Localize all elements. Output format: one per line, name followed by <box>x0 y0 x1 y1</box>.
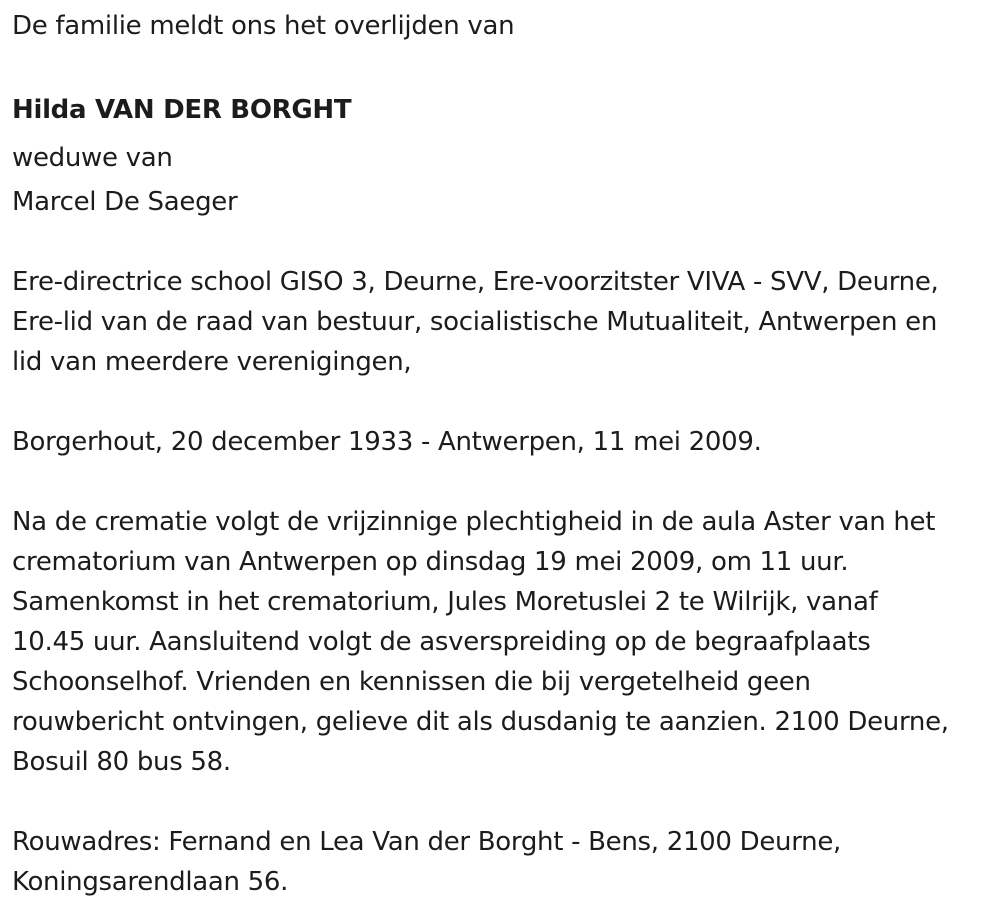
titles-paragraph <box>12 262 1000 382</box>
spacer <box>12 462 1000 502</box>
titles-line: lid van meerdere verenigingen, <box>12 347 412 377</box>
ceremony-line: Na de crematie volgt de vrijzinnige plechtigheid in de aula Aster van het <box>12 507 936 537</box>
spacer <box>12 782 1000 822</box>
address-paragraph <box>12 822 1000 902</box>
deceased-name: Hilda VAN DER BORGHT <box>12 95 352 125</box>
address-line: Koningsarendlaan 56. <box>12 867 289 897</box>
ceremony-line: 10.45 uur. Aansluitend volgt de asverspreiding op de begraafplaats <box>12 627 871 657</box>
ceremony-line: Bosuil 80 bus 58. <box>12 747 231 777</box>
ceremony-line: crematorium van Antwerpen op dinsdag 19 mei 2009, om 11 uur. <box>12 547 849 577</box>
address-line: Rouwadres: Fernand en Lea Van der Borght - Bens, 2100 Deurne, <box>12 827 841 857</box>
ceremony-line: Schoonselhof. Vrienden en kennissen die bij vergetelheid geen <box>12 667 811 697</box>
ceremony-line: Samenkomst in het crematorium, Jules Moretuslei 2 te Wilrijk, vanaf <box>12 587 878 617</box>
relation-text: weduwe van <box>12 143 173 173</box>
spacer <box>12 46 1000 86</box>
intro-text: De familie meldt ons het overlijden van <box>12 11 515 41</box>
birth-death-text: Borgerhout, 20 december 1933 - Antwerpen, 11 mei 2009. <box>12 427 762 457</box>
spacer <box>12 222 1000 262</box>
ceremony-paragraph <box>12 502 1000 782</box>
spacer <box>12 382 1000 422</box>
titles-line: Ere-directrice school GISO 3, Deurne, Ere-voorzitster VIVA - SVV, Deurne, <box>12 267 939 297</box>
titles-line: Ere-lid van de raad van bestuur, socialistische Mutualiteit, Antwerpen en <box>12 307 937 337</box>
spouse-name: Marcel De Saeger <box>12 187 238 217</box>
ceremony-line: rouwbericht ontvingen, gelieve dit als dusdanig te aanzien. 2100 Deurne, <box>12 707 949 737</box>
